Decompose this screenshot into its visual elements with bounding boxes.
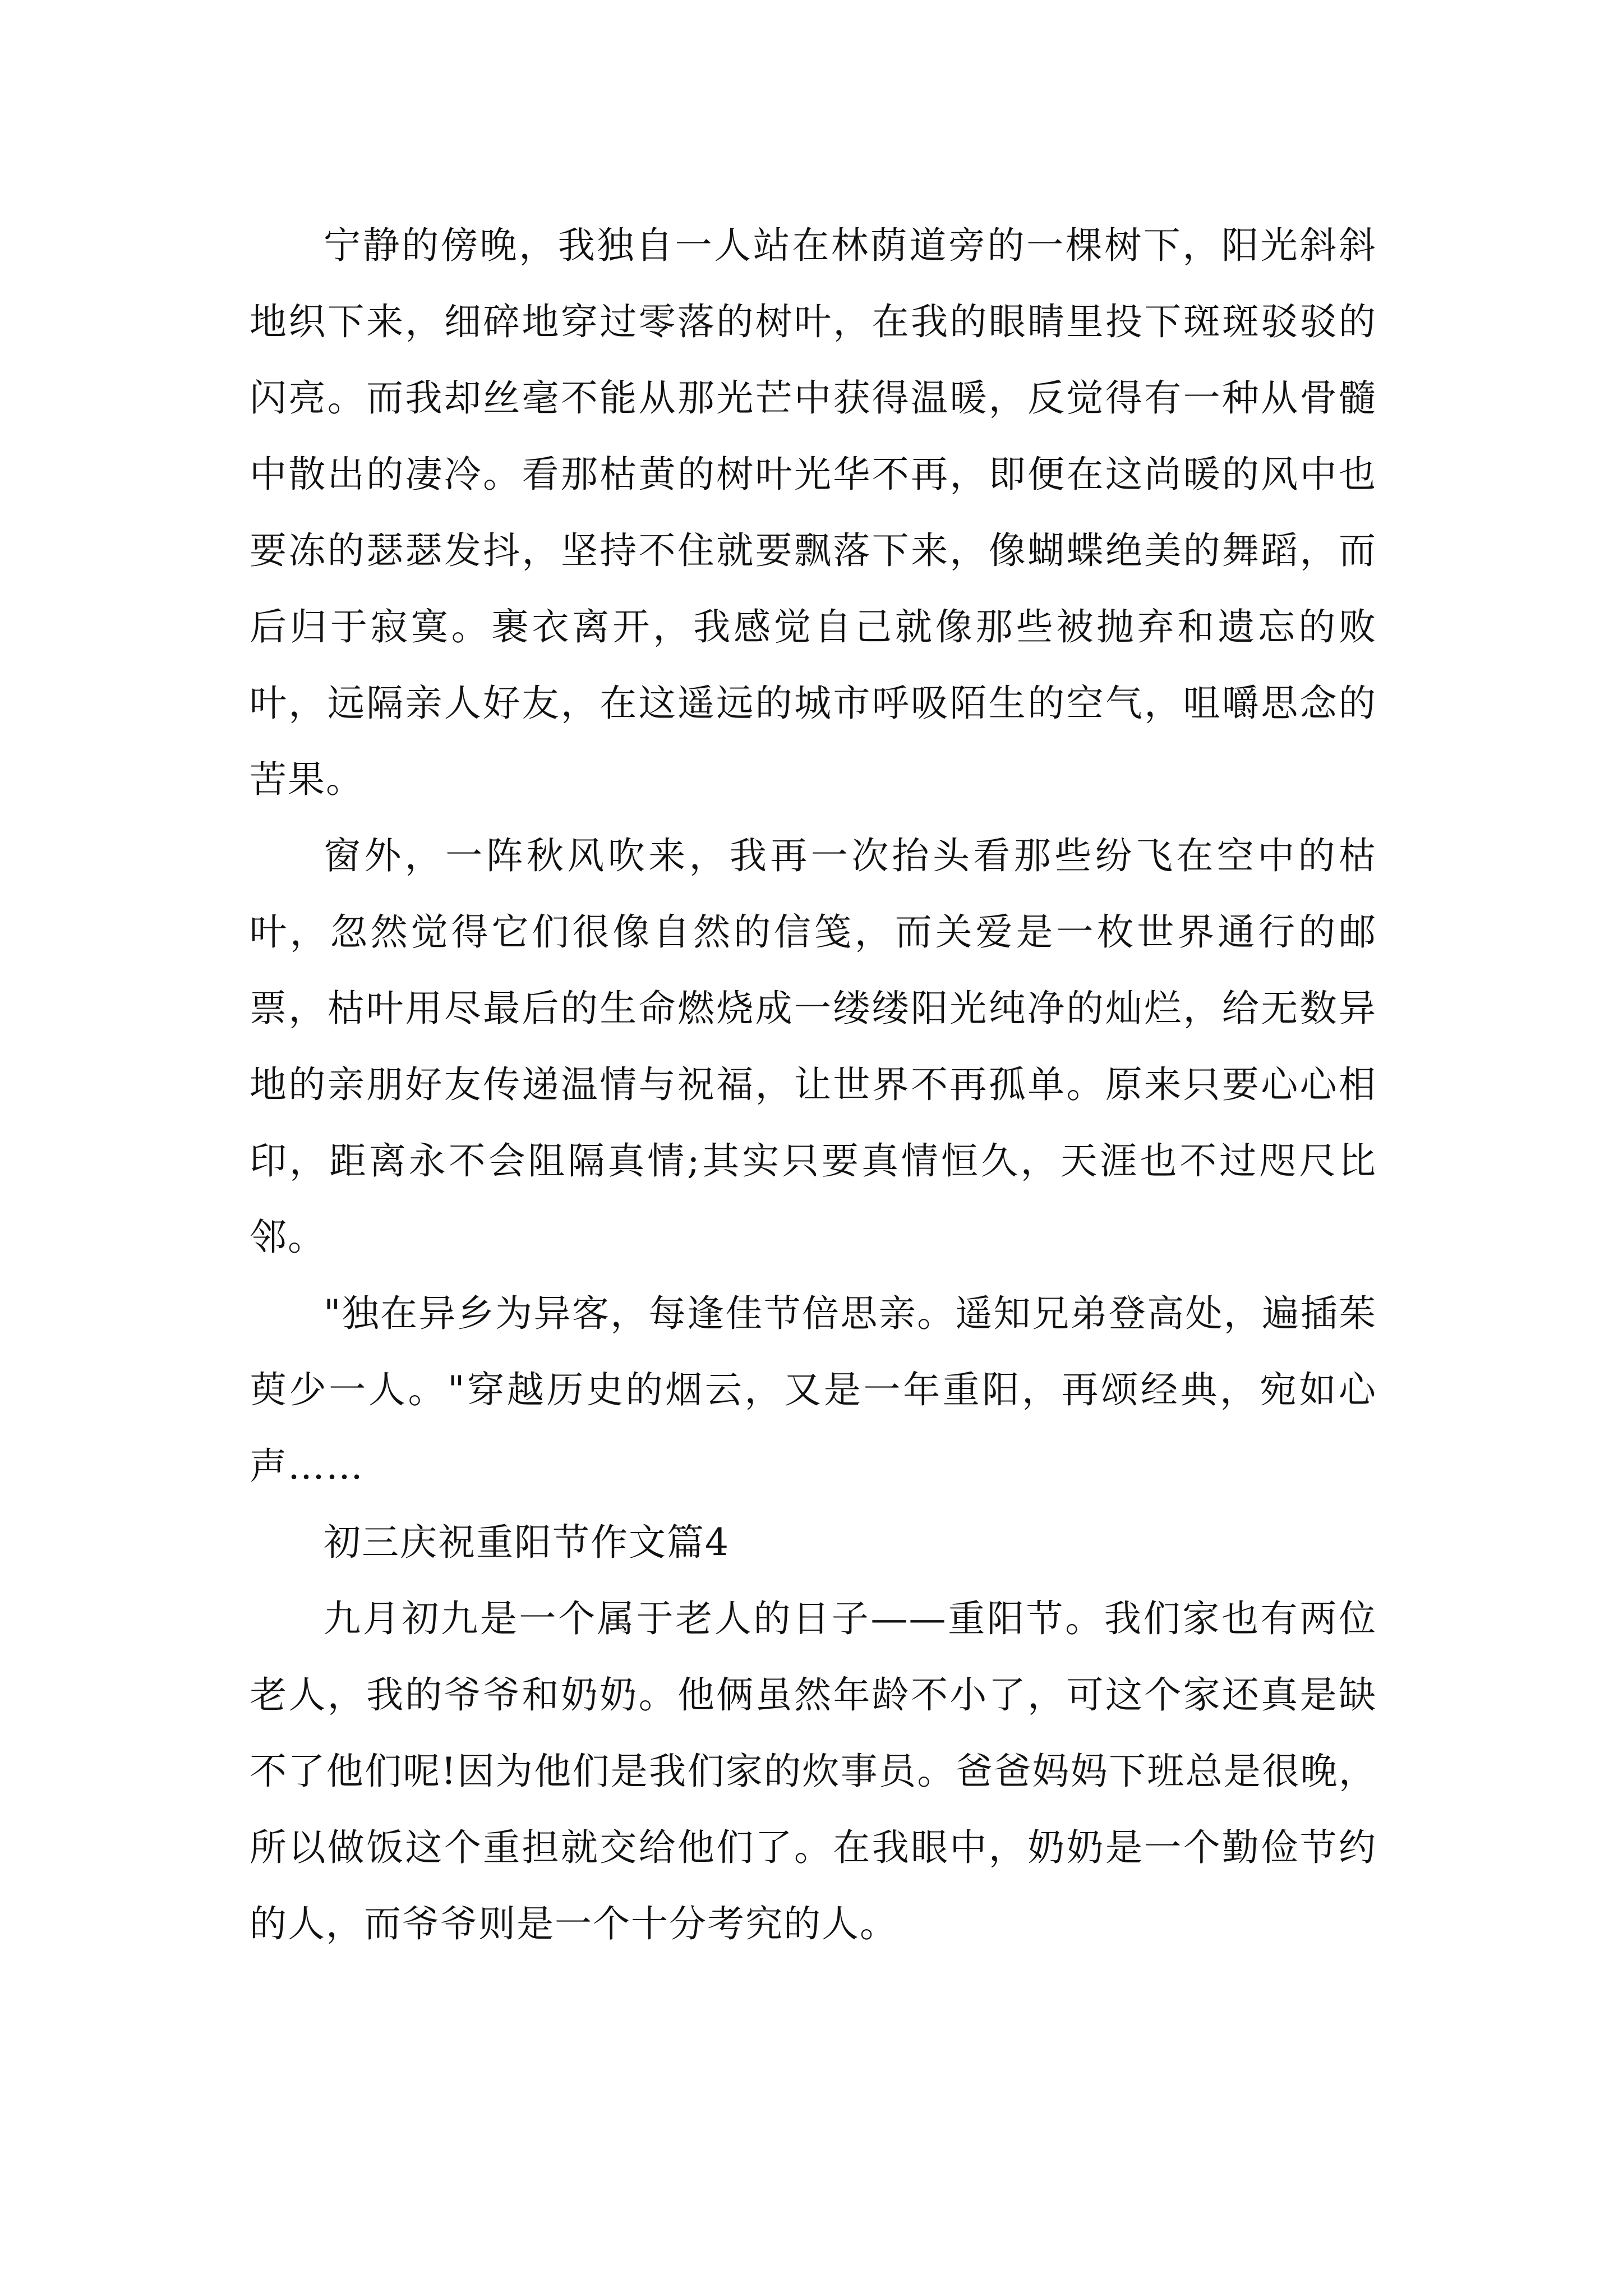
paragraph-1: 宁静的傍晚，我独自一人站在林荫道旁的一棵树下，阳光斜斜地织下来，细碎地穿过零落的树叶，在我的眼睛里投下斑斑驳驳的闪亮。而我却丝毫不能从那光芒中获得温暖，反觉得有一种从骨髓中散出的凄冷。看那枯黄的树叶光华不再，即便在这尚暖的风中也要冻的瑟瑟发抖，坚持不住就要飘落下来，像蝴蝶绝美的舞蹈，而后归于寂寞。裹衣离开，我感觉自己就像那些被抛弃和遗忘的败叶，远隔亲人好友，在这遥远的城市呼吸陌生的空气，咀嚼思念的苦果。 [250, 224, 1377, 801]
document-body [250, 208, 1377, 1962]
paragraph-3: "独在异乡为异客，每逢佳节倍思亲。遥知兄弟登高处，遍插茱萸少一人。"穿越历史的烟云，又是一年重阳，再颂经典，宛如心声…… [250, 1292, 1377, 1488]
section-heading: 初三庆祝重阳节作文篇4 [324, 1521, 730, 1564]
paragraph-5: 九月初九是一个属于老人的日子——重阳节。我们家也有两位老人，我的爷爷和奶奶。他俩虽然年龄不小了，可这个家还真是缺不了他们呢!因为他们是我们家的炊事员。爸爸妈妈下班总是很晚，所以做饭这个重担就交给他们了。在我眼中，奶奶是一个勤俭节约的人，而爷爷则是一个十分考究的人。 [250, 1597, 1377, 1945]
paragraph-2: 窗外，一阵秋风吹来，我再一次抬头看那些纷飞在空中的枯叶，忽然觉得它们很像自然的信笺，而关爱是一枚世界通行的邮票，枯叶用尽最后的生命燃烧成一缕缕阳光纯净的灿烂，给无数异地的亲朋好友传递温情与祝福，让世界不再孤单。原来只要心心相印，距离永不会阻隔真情;其实只要真情恒久，天涯也不过咫尺比邻。 [250, 834, 1377, 1259]
